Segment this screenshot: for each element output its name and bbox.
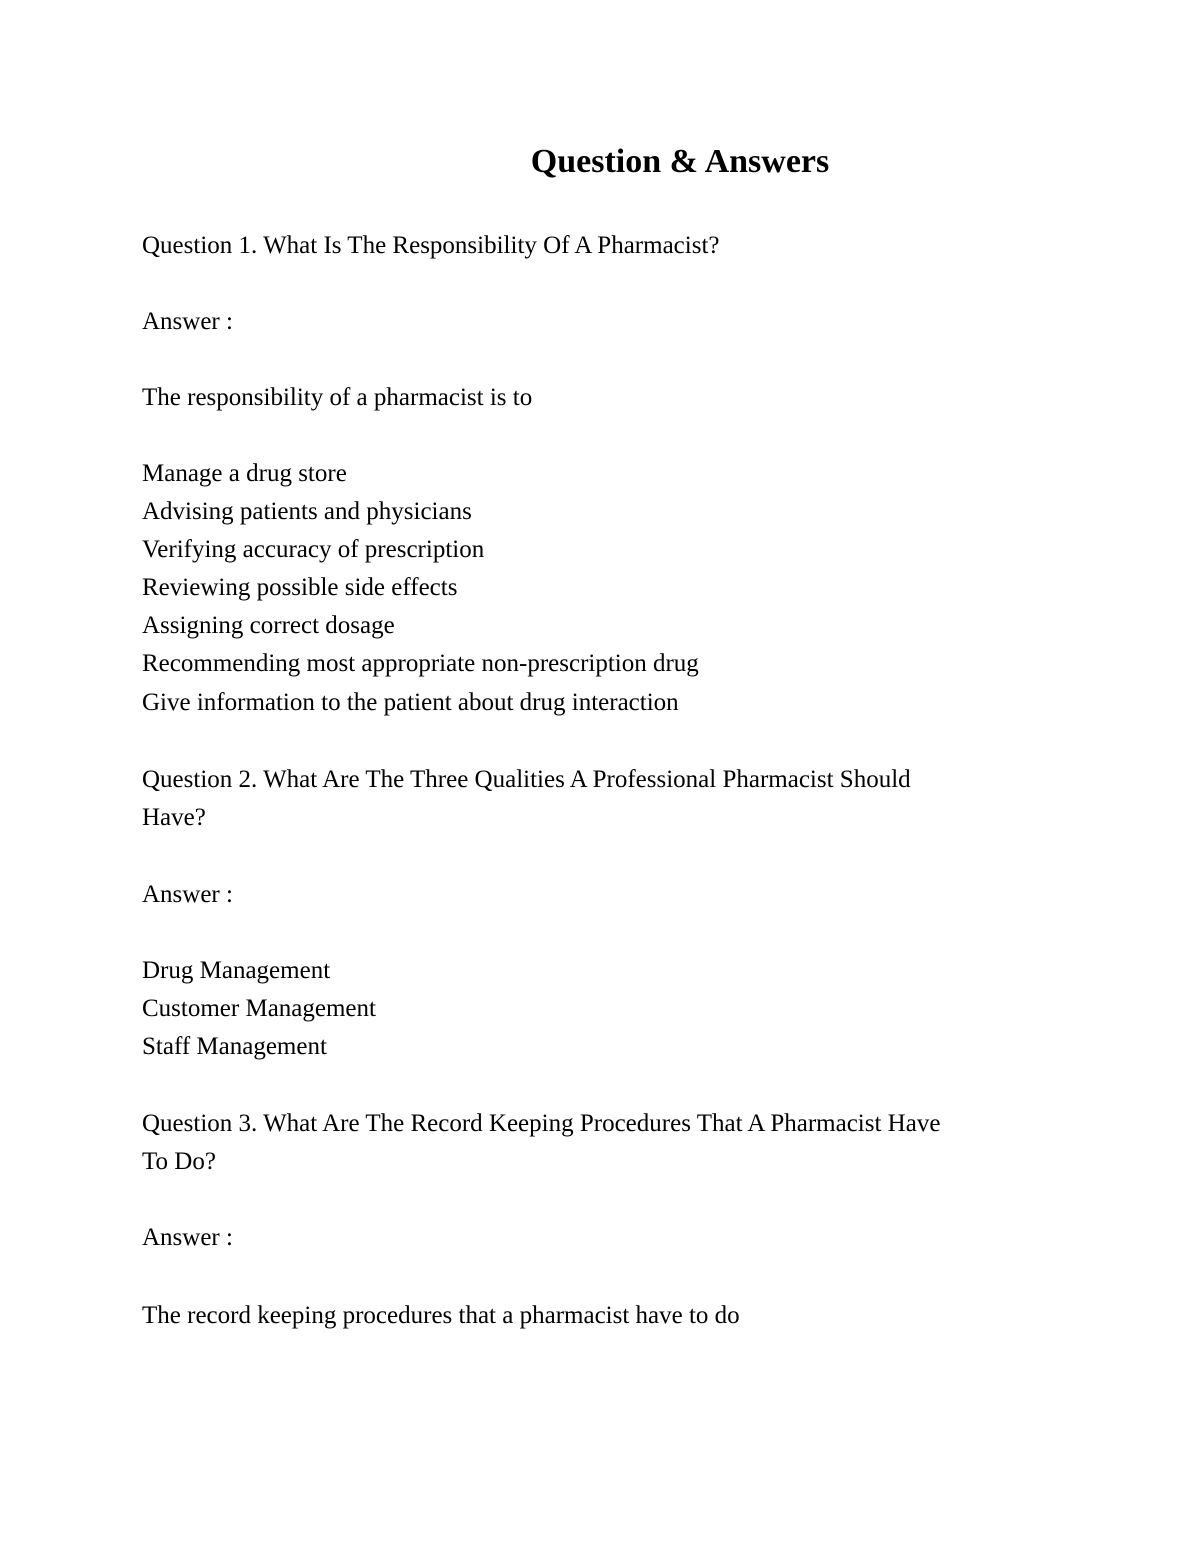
question-3-line-2: To Do? <box>142 1148 216 1175</box>
answer-2-item: Customer Management <box>142 995 376 1022</box>
answer-1-item: Reviewing possible side effects <box>142 574 458 601</box>
answer-1-item: Recommending most appropriate non-prescription drug <box>142 650 699 677</box>
page-title: Question & Answers <box>530 143 830 180</box>
question-2-line-2: Have? <box>142 804 206 831</box>
answer-2-item: Staff Management <box>142 1033 327 1060</box>
answer-2-label: Answer : <box>142 881 233 908</box>
question-3-line-1: Question 3. What Are The Record Keeping Procedures That A Pharmacist Have <box>142 1110 941 1137</box>
answer-1-item: Assigning correct dosage <box>142 612 395 639</box>
answer-1-item: Manage a drug store <box>142 460 347 487</box>
answer-1-intro: The responsibility of a pharmacist is to <box>142 384 533 411</box>
answer-3-intro: The record keeping procedures that a pharmacist have to do <box>142 1302 740 1329</box>
answer-3-label: Answer : <box>142 1224 233 1251</box>
answer-2-item: Drug Management <box>142 957 331 984</box>
answer-1-item: Advising patients and physicians <box>142 498 472 525</box>
question-2-line-1: Question 2. What Are The Three Qualities A Professional Pharmacist Should <box>142 766 911 793</box>
answer-1-item: Give information to the patient about drug interaction <box>142 689 679 716</box>
answer-1-label: Answer : <box>142 308 233 335</box>
answer-1-item: Verifying accuracy of prescription <box>142 536 485 563</box>
question-1: Question 1. What Is The Responsibility Of A Pharmacist? <box>142 232 720 259</box>
